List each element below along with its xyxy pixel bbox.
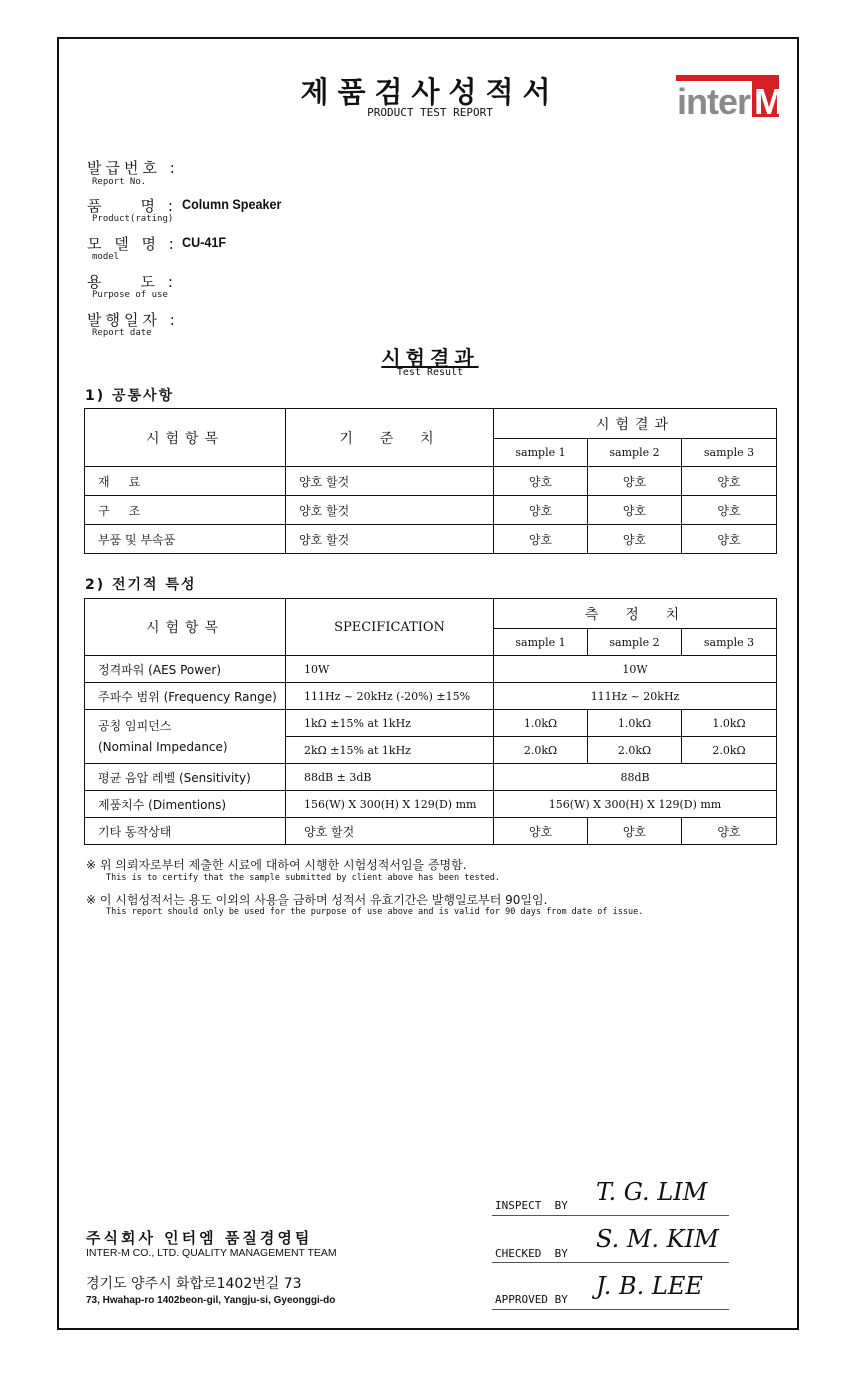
row-item: 제품치수 (Dimentions) [85,791,286,818]
table-row [85,525,777,554]
svg-text:M: M [754,81,784,122]
table-row [85,496,777,525]
svg-text:inter: inter [677,81,751,122]
address-ko: 경기도 양주시 화합로1402번길 73 [86,1276,302,1292]
row-sample-1: 2.0kΩ [494,737,588,764]
header-sample-1: sample 1 [494,439,588,467]
signature-line [492,1309,729,1310]
row-sample-2: 양호 [588,818,682,845]
inspect-by-label: INSPECT BY [495,1199,568,1212]
row-spec: 88dB ± 3dB [286,764,494,791]
note-1: ※ 위 의뢰자로부터 제출한 시료에 대하여 시행한 시험성적서임을 증명함. [86,858,467,872]
row-sample-2: 양호 [588,525,682,554]
row-sample-2: 1.0kΩ [588,710,682,737]
row-sample-3: 양호 [682,496,777,525]
header-sample-2: sample 2 [588,629,682,656]
header-sample-2: sample 2 [588,439,682,467]
row-item: 부품 및 부속품 [85,525,286,554]
row-sample-1: 1.0kΩ [494,710,588,737]
row-value: 88dB [494,764,777,791]
inspector-signature: T. G. LIM [596,1178,708,1206]
row-sample-1: 양호 [494,496,588,525]
row-sample-1: 양호 [494,467,588,496]
table-row [85,818,777,845]
test-result-subtitle: Test Result [396,367,464,378]
field-label-model: 모 델 명 : [87,235,178,253]
row-spec: 1kΩ ±15% at 1kHz [286,710,494,737]
header-specification: SPECIFICATION [286,599,494,656]
approved-by-label: APPROVED BY [495,1293,568,1306]
electrical-table [84,598,777,845]
approver-signature: J. B. LEE [596,1272,703,1300]
interm-logo [676,75,784,122]
row-item: 구 조 [85,496,286,525]
row-standard: 양호 할것 [286,496,494,525]
field-value-product: Column Speaker [182,196,282,212]
table-row [85,683,777,710]
row-value: 156(W) X 300(H) X 129(D) mm [494,791,777,818]
report-subtitle: PRODUCT TEST REPORT [367,106,493,119]
row-spec: 10W [286,656,494,683]
row-spec: 111Hz ~ 20kHz (-20%) ±15% [286,683,494,710]
row-item-impedance: 공칭 임피던스 (Nominal Impedance) [85,710,286,764]
row-spec: 156(W) X 300(H) X 129(D) mm [286,791,494,818]
test-result-title: 시험결과 [381,346,479,370]
row-item: 정격파워 (AES Power) [85,656,286,683]
row-spec: 2kΩ ±15% at 1kHz [286,737,494,764]
row-item: 주파수 범위 (Frequency Range) [85,683,286,710]
header-sample-3: sample 3 [682,439,777,467]
row-standard: 양호 할것 [286,525,494,554]
field-label-purpose: 용 도 : [87,273,177,291]
header-sample-3: sample 3 [682,629,777,656]
table-row [85,467,777,496]
table-row [85,791,777,818]
field-en-model: model [92,252,120,262]
checker-signature: S. M. KIM [596,1225,719,1253]
table-row [85,656,777,683]
header-sample-1: sample 1 [494,629,588,656]
row-sample-1: 양호 [494,818,588,845]
note-2: ※ 이 시험성적서는 용도 이외의 사용을 금하며 성적서 유효기간은 발행일로부터 90일임. [86,893,548,907]
signature-line [492,1262,729,1263]
note-2-en: This report should only be used for the purpose of use above and is valid for 90 days from date of issue. [106,907,644,917]
common-items-table [84,408,777,554]
row-item: 평균 음압 레벨 (Sensitivity) [85,764,286,791]
field-label-product: 품 명 : [87,197,177,215]
header-test-result: 시험결과 [494,409,777,439]
section1-heading: 1) 공통사항 [85,388,175,404]
table-row [85,764,777,791]
report-title: 제품검사성적서 [300,75,560,109]
row-sample-3: 양호 [682,467,777,496]
row-item: 기타 동작상태 [85,818,286,845]
row-standard: 양호 할것 [286,467,494,496]
row-sample-2: 양호 [588,496,682,525]
company-name-ko: 주식회사 인터엠 품질경영팀 [86,1229,313,1247]
row-sample-1: 양호 [494,525,588,554]
field-en-report-date: Report date [92,328,152,338]
note-1-en: This is to certify that the sample submitted by client above has been tested. [106,873,501,883]
field-label-report-no: 발급번호 : [87,159,179,177]
header-standard: 기 준 치 [286,409,494,467]
header-measured-value: 측 정 치 [494,599,777,629]
row-sample-2: 2.0kΩ [588,737,682,764]
header-test-item: 시험항목 [85,409,286,467]
row-item: 재 료 [85,467,286,496]
field-value-model: CU-41F [182,234,227,250]
signature-line [492,1215,729,1216]
row-sample-3: 양호 [682,525,777,554]
company-name-en: INTER-M CO., LTD. QUALITY MANAGEMENT TEAM [86,1247,337,1259]
field-en-product: Product(rating) [92,214,174,224]
row-value: 10W [494,656,777,683]
row-sample-3: 양호 [682,818,777,845]
row-sample-3: 1.0kΩ [682,710,777,737]
field-en-report-no: Report No. [92,177,147,187]
header-test-item: 시험항목 [85,599,286,656]
address-en: 73, Hwahap-ro 1402beon-gil, Yangju-si, Gyeonggi-do [86,1295,336,1306]
section2-heading: 2) 전기적 특성 [85,577,197,593]
row-value: 111Hz ~ 20kHz [494,683,777,710]
checked-by-label: CHECKED BY [495,1247,568,1260]
field-label-report-date: 발행일자 : [87,311,179,329]
field-en-purpose: Purpose of use [92,290,168,300]
table-row [85,710,777,737]
row-sample-3: 2.0kΩ [682,737,777,764]
row-spec: 양호 할것 [286,818,494,845]
row-sample-2: 양호 [588,467,682,496]
